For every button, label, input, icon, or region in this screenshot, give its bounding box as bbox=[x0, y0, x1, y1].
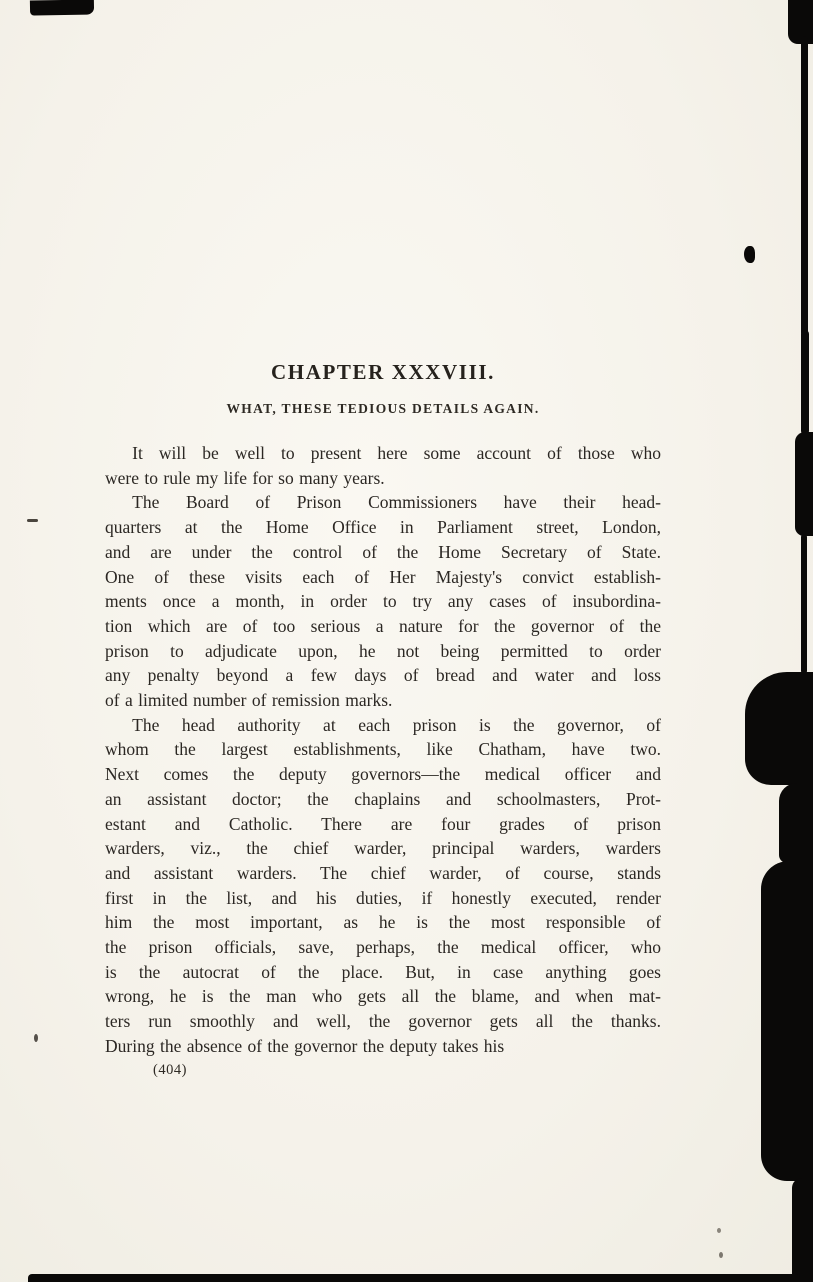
scan-artifact-right-edge bbox=[792, 1178, 813, 1282]
page-number: (404) bbox=[153, 1061, 187, 1078]
text-line: During the absence of the governor the deputy takes his bbox=[105, 1035, 505, 1056]
scan-artifact-margin-dash bbox=[27, 519, 38, 522]
text-line: whom the largest establishments, like Chatham, have two. bbox=[105, 739, 661, 760]
scan-artifact-right-blob bbox=[745, 672, 813, 785]
text-line: One of these visits each of Her Majesty's convict establish- bbox=[105, 566, 661, 587]
text-line: ments once a month, in order to try any cases of insubordina- bbox=[105, 591, 661, 612]
text-line: of a limited number of remission marks. bbox=[105, 690, 393, 711]
scan-artifact-speck bbox=[719, 1252, 723, 1258]
text-line: and are under the control of the Home Secretary of State. bbox=[105, 541, 661, 562]
scan-artifact-speck bbox=[717, 1228, 721, 1233]
text-line: The Board of Prison Commissioners have their head- bbox=[132, 492, 661, 513]
text-line: Next comes the deputy governors—the medical officer and bbox=[105, 764, 661, 785]
text-line: It will be well to present here some account of those who bbox=[132, 443, 661, 463]
paragraph bbox=[105, 441, 661, 490]
text-line: tion which are of too serious a nature for the governor of the bbox=[105, 615, 661, 636]
scan-artifact-margin-mark bbox=[34, 1034, 38, 1042]
scan-artifact-right-line bbox=[801, 36, 808, 336]
text-line: wrong, he is the man who gets all the blame, and when mat- bbox=[105, 986, 661, 1007]
scan-artifact-right-blob bbox=[795, 432, 813, 536]
scan-artifact-bottom-edge bbox=[28, 1274, 800, 1282]
text-line: the prison officials, save, perhaps, the medical officer, who bbox=[105, 937, 661, 958]
text-line: an assistant doctor; the chaplains and schoolmasters, Prot- bbox=[105, 788, 661, 809]
chapter-title: CHAPTER XXXVIII. bbox=[271, 360, 495, 384]
text-line: estant and Catholic. There are four grades of prison bbox=[105, 813, 661, 834]
text-line: warders, viz., the chief warder, principal warders, warders bbox=[105, 838, 661, 859]
text-line: first in the list, and his duties, if honestly executed, render bbox=[105, 887, 661, 908]
scan-artifact-right-line bbox=[801, 330, 809, 435]
body-text bbox=[105, 441, 661, 1059]
paragraph bbox=[105, 490, 661, 712]
scan-artifact-top-left bbox=[30, 0, 94, 16]
scan-artifact-right-blob bbox=[779, 783, 813, 863]
text-line: quarters at the Home Office in Parliament street, London, bbox=[105, 517, 661, 538]
text-line: ters run smoothly and well, the governor gets all the thanks. bbox=[105, 1011, 661, 1032]
text-line: him the most important, as he is the most responsible of bbox=[105, 912, 661, 933]
text-line: prison to adjudicate upon, he not being permitted to order bbox=[105, 640, 661, 661]
text-line: and assistant warders. The chief warder, of course, stands bbox=[105, 862, 661, 883]
text-line: any penalty beyond a few days of bread and water and loss bbox=[105, 665, 661, 686]
scan-artifact-right-line bbox=[801, 534, 807, 674]
text-line: The head authority at each prison is the governor, of bbox=[132, 714, 661, 735]
text-line: were to rule my life for so many years. bbox=[105, 467, 385, 488]
scan-artifact-right-blob bbox=[761, 861, 813, 1181]
chapter-subtitle: WHAT, THESE TEDIOUS DETAILS AGAIN. bbox=[226, 401, 540, 416]
scan-artifact-small-mark bbox=[744, 246, 755, 263]
paragraph bbox=[105, 713, 661, 1059]
printed-text-block bbox=[105, 360, 661, 1079]
text-line: is the autocrat of the place. But, in case anything goes bbox=[105, 961, 661, 982]
